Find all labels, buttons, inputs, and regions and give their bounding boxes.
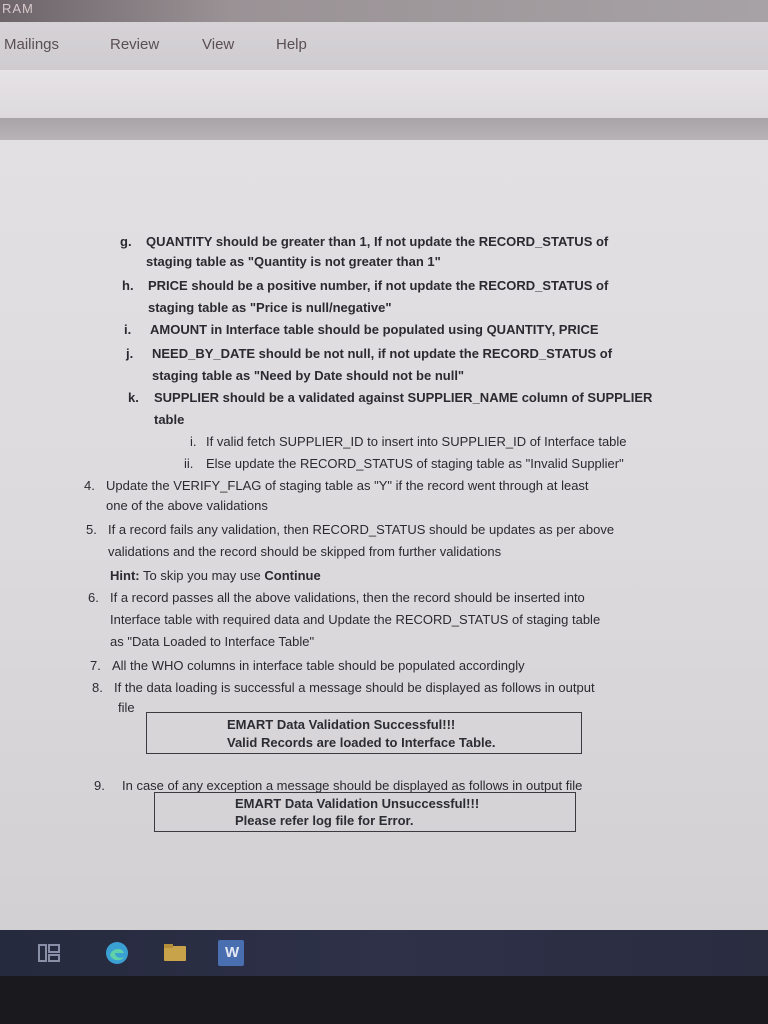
success-line2: Valid Records are loaded to Interface Table. xyxy=(227,735,496,750)
step-8-line1: If the data loading is successful a message should be displayed as follows in output xyxy=(114,680,595,695)
item-h-line2: staging table as "Price is null/negative" xyxy=(148,300,392,315)
step-marker: 5. xyxy=(86,522,97,537)
success-line1: EMART Data Validation Successful!!! xyxy=(227,717,456,732)
hint-keyword: Continue xyxy=(264,568,321,583)
sublist-marker: ii. xyxy=(184,456,194,471)
list-marker: j. xyxy=(126,346,134,361)
word-icon[interactable] xyxy=(218,940,244,966)
item-h-line1: PRICE should be a positive number, if not update the RECORD_STATUS of xyxy=(148,278,609,293)
list-marker: k. xyxy=(128,390,139,405)
task-view-icon[interactable] xyxy=(36,940,62,966)
hint-text: To skip you may use xyxy=(143,568,261,583)
step-4-line2: one of the above validations xyxy=(106,498,268,513)
item-g-line2: staging table as "Quantity is not greater than 1" xyxy=(146,254,441,269)
tab-mailings[interactable]: Mailings xyxy=(4,36,60,53)
list-marker: i. xyxy=(124,322,132,337)
taskbar xyxy=(0,930,768,976)
ribbon-tabs xyxy=(0,22,768,71)
subitem-i-text: If valid fetch SUPPLIER_ID to insert into SUPPLIER_ID of Interface table xyxy=(206,434,627,449)
tab-review[interactable]: Review xyxy=(110,36,160,53)
failure-line1: EMART Data Validation Unsuccessful!!! xyxy=(235,796,480,811)
step-marker: 4. xyxy=(84,478,95,493)
sublist-marker: i. xyxy=(190,434,197,449)
success-message-box xyxy=(146,712,582,754)
step-9-line1: In case of any exception a message should be displayed as follows in output file xyxy=(122,778,583,793)
tab-help[interactable]: Help xyxy=(276,36,307,53)
hint-line xyxy=(110,568,321,583)
list-marker: h. xyxy=(122,278,134,293)
step-4-line1: Update the VERIFY_FLAG of staging table as "Y" if the record went through at least xyxy=(106,478,589,493)
step-6-line2: Interface table with required data and Update the RECORD_STATUS of staging table xyxy=(110,612,601,627)
list-marker: g. xyxy=(120,234,132,249)
step-marker: 8. xyxy=(92,680,103,695)
hint-label: Hint: xyxy=(110,568,140,583)
document-page xyxy=(0,140,768,930)
subitem-ii-text: Else update the RECORD_STATUS of staging table as "Invalid Supplier" xyxy=(206,456,624,471)
item-i-line1: AMOUNT in Interface table should be populated using QUANTITY, PRICE xyxy=(150,322,599,337)
item-j-line1: NEED_BY_DATE should be not null, if not update the RECORD_STATUS of xyxy=(152,346,613,361)
step-5-line2: validations and the record should be skipped from further validations xyxy=(108,544,502,559)
ribbon-toolbar xyxy=(0,70,768,118)
edge-icon[interactable] xyxy=(104,940,130,966)
list-item xyxy=(120,234,132,249)
step-6-line1: If a record passes all the above validations, then the record should be inserted into xyxy=(110,590,585,605)
item-k-line1: SUPPLIER should be a validated against SUPPLIER_NAME column of SUPPLIER xyxy=(154,390,653,405)
window-title: RAM xyxy=(2,1,34,16)
title-bar xyxy=(0,0,768,22)
step-8-line2: file xyxy=(118,700,135,715)
item-g-line1: QUANTITY should be greater than 1, If not update the RECORD_STATUS of xyxy=(146,234,609,249)
step-marker: 9. xyxy=(94,778,105,793)
item-j-line2: staging table as "Need by Date should not be null" xyxy=(152,368,465,383)
item-k-line2: table xyxy=(154,412,185,427)
failure-message-box xyxy=(154,792,576,832)
tab-view[interactable]: View xyxy=(202,36,235,53)
monitor-bezel xyxy=(0,976,768,1024)
step-6-line3: as "Data Loaded to Interface Table" xyxy=(110,634,315,649)
step-marker: 6. xyxy=(88,590,99,605)
failure-line2: Please refer log file for Error. xyxy=(235,813,414,828)
step-5-line1: If a record fails any validation, then RECORD_STATUS should be updates as per above xyxy=(108,522,615,537)
ruler xyxy=(0,118,768,140)
step-marker: 7. xyxy=(90,658,101,673)
step-7-line1: All the WHO columns in interface table should be populated accordingly xyxy=(112,658,525,673)
word-icon-letter: W xyxy=(225,944,240,961)
file-explorer-icon[interactable] xyxy=(162,940,188,966)
